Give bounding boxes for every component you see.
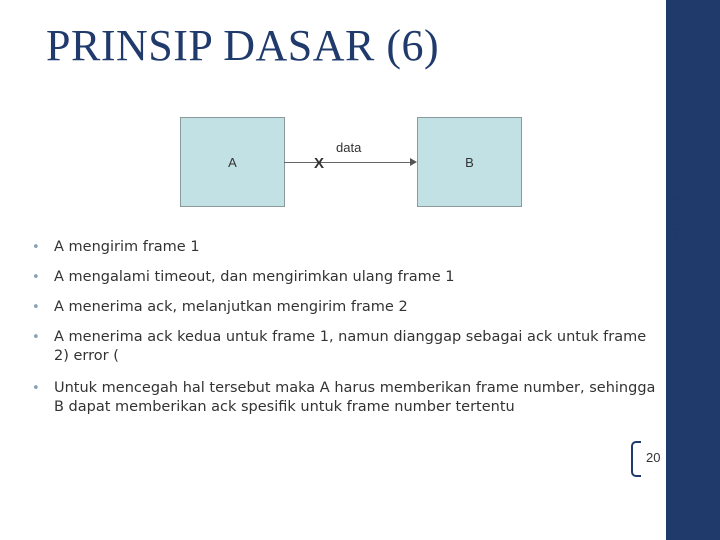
bullet-text: Untuk mencegah hal tersebut maka A harus memberikan frame number, sehingga B dapat memberikan ack spesifik untuk frame number tertentu <box>54 380 656 415</box>
bullet-icon: • <box>32 300 40 315</box>
slide-title: PRINSIP DASAR (6) <box>46 21 440 70</box>
bullet-icon: • <box>32 270 40 285</box>
slide-date: 9/10/2020 <box>672 195 683 240</box>
bullet-item <box>32 268 662 287</box>
bullet-text: A menerima ack kedua untuk frame 1, namun dianggap sebagai ack untuk frame 2) error ( <box>54 329 647 364</box>
node-b-label: B <box>465 154 474 170</box>
bullet-list <box>32 238 662 428</box>
transmission-diagram <box>180 117 520 207</box>
bullet-item <box>32 328 662 366</box>
data-arrow-head <box>410 158 417 166</box>
bullet-icon: • <box>32 330 40 345</box>
node-a-box <box>180 117 285 207</box>
bullet-item <box>32 298 662 317</box>
page-number: 20 <box>646 450 661 465</box>
node-a-label: A <box>228 154 237 170</box>
bullet-icon: • <box>32 240 40 255</box>
lost-frame-marker: X <box>314 155 325 172</box>
bullet-icon: • <box>32 381 40 396</box>
bullet-text: A mengirim frame 1 <box>54 239 200 255</box>
data-arrow-label: data <box>336 140 362 155</box>
bullet-text: A mengalami timeout, dan mengirimkan ulang frame 1 <box>54 269 455 285</box>
bullet-text: A menerima ack, melanjutkan mengirim frame 2 <box>54 299 408 315</box>
data-arrow-line <box>284 162 412 163</box>
node-b-box <box>417 117 522 207</box>
bullet-item <box>32 379 662 417</box>
bullet-item <box>32 238 662 257</box>
page-number-left-bracket <box>631 441 641 477</box>
page-number-right-bracket <box>705 441 715 477</box>
